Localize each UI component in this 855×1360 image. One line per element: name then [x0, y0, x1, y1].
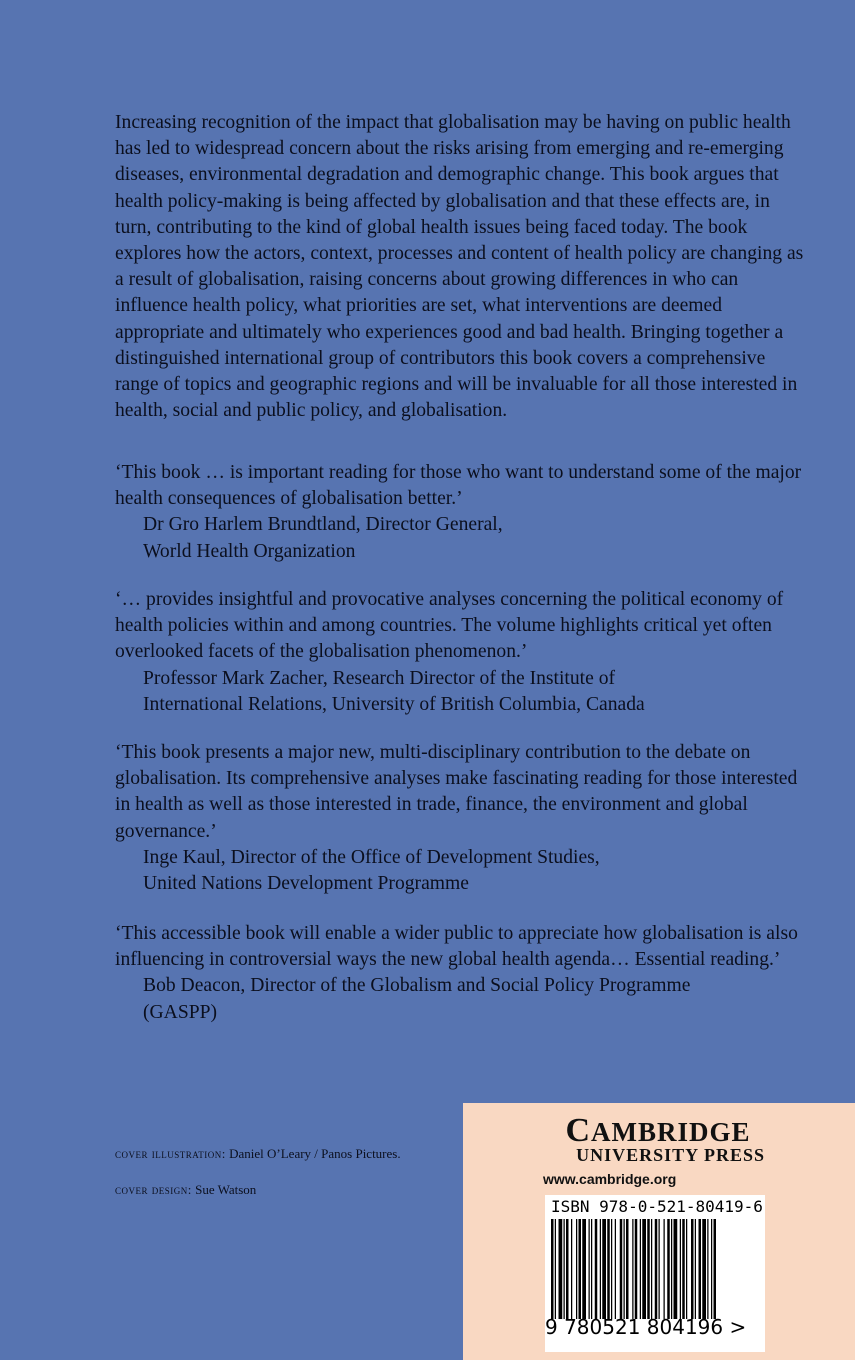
cover-design-credit: cover design: Sue Watson	[115, 1182, 257, 1197]
barcode-bar	[566, 1219, 569, 1319]
barcode-bar	[571, 1219, 572, 1319]
barcode-panel	[545, 1195, 765, 1352]
publisher-logo: CAMBRIDGE	[565, 1112, 751, 1149]
barcode-bar	[615, 1219, 616, 1319]
barcode-bar	[595, 1219, 598, 1319]
review-quote-4	[115, 921, 805, 1026]
barcode-bar	[555, 1219, 556, 1319]
publisher-press: UNIVERSITY PRESS	[576, 1145, 765, 1165]
barcode-bar	[564, 1219, 565, 1319]
barcode-bar	[699, 1219, 702, 1319]
book-description: Increasing recognition of the impact that globalisation may be having on public health has led to widespread concern about the risks arising from emerging and re-emerging diseases, environmental degradation and demographic change. This book argues that health policy-making is being affected by globalisation and that these effects are, in turn, contributing to the kind of global health issues being faced today. The book explores how the actors, context, processes and content of health policy are changing as a result of globalisation, raising concerns about growing differences in who can influence health policy, what priorities are set, what interventions are deemed appropriate and ultimately who experiences good and bad health. Bringing together a distinguished international group of contributors this book covers a comprehensive range of topics and geographic regions and will be invaluable for all those interested in health, social and public policy, and globalisation.	[115, 112, 804, 422]
barcode-bar	[714, 1219, 717, 1319]
barcode-bar	[686, 1219, 687, 1319]
barcode-bar	[664, 1219, 665, 1319]
barcode-bar	[576, 1219, 577, 1319]
barcode-bar	[579, 1219, 582, 1319]
barcode-bar	[655, 1219, 658, 1319]
barcode-bar	[582, 1219, 586, 1319]
quote-text: ‘This book presents a major new, multi-disciplinary contribution to the debate on globalisation. Its comprehensive analyses make fascinating reading for those interested in health as well as those interested in trade, finance, the environment and global governance.’	[115, 742, 798, 842]
barcode-bar	[611, 1219, 612, 1319]
barcode-bar	[695, 1219, 696, 1319]
barcode-bar	[642, 1219, 646, 1319]
barcode-bar	[607, 1219, 610, 1319]
publisher-url: www.cambridge.org	[543, 1171, 677, 1187]
barcode-bar	[680, 1219, 681, 1319]
barcode-bar	[600, 1219, 601, 1319]
barcode-bar	[602, 1219, 606, 1319]
publisher-box	[463, 1103, 855, 1360]
barcode-bar	[667, 1219, 670, 1319]
review-quote-3	[115, 740, 805, 897]
barcode-bar	[702, 1219, 706, 1319]
barcode-bar	[691, 1219, 694, 1319]
barcode-bar	[589, 1219, 590, 1319]
barcode-bar	[632, 1219, 633, 1319]
quote-attribution: Professor Mark Zacher, Research Director of the Institute of International Relations, University of British Columbia, Canada	[143, 667, 645, 715]
barcode-bar	[635, 1219, 638, 1319]
barcode-digits: 9 780521 804196 >	[545, 1315, 747, 1339]
isbn-number: ISBN 978-0-521-80419-6	[551, 1197, 763, 1216]
review-quote-1	[115, 460, 805, 565]
barcode-bar	[559, 1219, 563, 1319]
barcode-bar	[640, 1219, 641, 1319]
barcode-bar	[591, 1219, 592, 1319]
barcode-bar	[620, 1219, 623, 1319]
quote-attribution: Dr Gro Harlem Brundtland, Director General, World Health Organization	[143, 514, 503, 562]
barcode-bar	[659, 1219, 660, 1319]
barcode-bar	[551, 1219, 554, 1319]
quote-text: ‘… provides insightful and provocative analyses concerning the political economy of health policies within and among countries. The volume highlights critical yet often overlooked facets of the globalisation phenomenon.’	[115, 589, 784, 663]
barcode	[551, 1219, 759, 1319]
barcode-bar	[647, 1219, 650, 1319]
barcode-bar	[671, 1219, 672, 1319]
review-quote-2	[115, 587, 805, 718]
quote-attribution: Inge Kaul, Director of the Office of Development Studies, United Nations Development Programme	[143, 846, 600, 895]
quote-text: ‘This book … is important reading for those who want to understand some of the major health consequences of globalisation better.’	[115, 462, 802, 510]
barcode-bar	[626, 1219, 629, 1319]
barcode-bar	[707, 1219, 708, 1319]
barcode-bar	[711, 1219, 712, 1319]
cover-illustration-credit: cover illustration: Daniel O’Leary / Panos Pictures.	[115, 1146, 401, 1161]
quote-text: ‘This accessible book will enable a wider public to appreciate how globalisation is also influencing in controversial ways the new global health agenda… Essential reading.’	[115, 923, 798, 971]
quote-attribution: Bob Deacon, Director of the Globalism and Social Policy Programme (GASPP)	[143, 975, 691, 1023]
barcode-bar	[674, 1219, 678, 1319]
barcode-bar	[651, 1219, 652, 1319]
barcode-bar	[624, 1219, 625, 1319]
barcode-bar	[682, 1219, 685, 1319]
